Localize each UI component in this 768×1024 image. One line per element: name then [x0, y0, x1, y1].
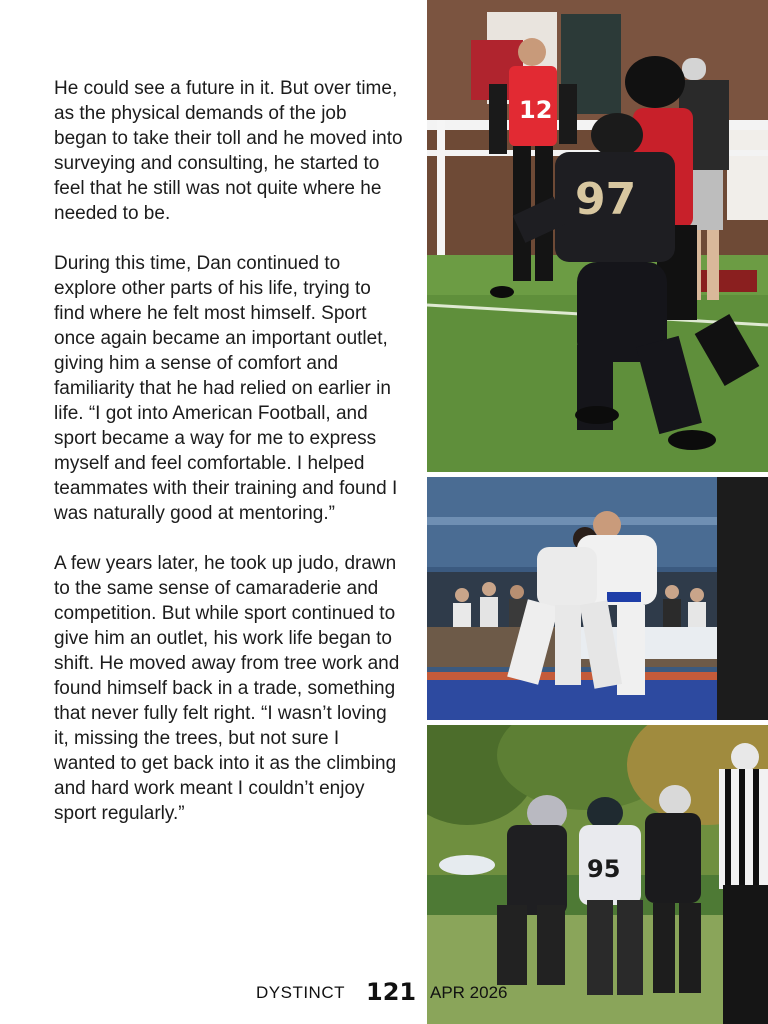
paragraph-3: A few years later, he took up judo, drawn to the same sense of camaraderie and competition. But while sport continued to give him an outlet, his work life began to shift. He moved away from tree work and found himself back in a trade, something that never fully felt right. “I wasn’t loving it, missing the trees, but not sure I wanted to get back into it as the climbing and hard work meant I couldn’t enjoy sport regularly.”: [54, 553, 400, 824]
article-body: [54, 76, 404, 851]
photo-column: [427, 0, 768, 1024]
jersey-number-95: 95: [587, 855, 621, 883]
jersey-number-12: 12: [519, 96, 553, 124]
paragraph-1: He could see a future in it. But over time, as the physical demands of the job began to take their toll and he moved into surveying and consulting, he started to feel that he still was not quite where he needed to be.: [54, 78, 403, 224]
judo-photo: [427, 477, 768, 720]
jersey-number-97: 97: [575, 174, 637, 225]
page-footer: [0, 978, 768, 1008]
paragraph-2: During this time, Dan continued to explore other parts of his life, trying to find where he felt most himself. Sport once again became an important outlet, giving him a sense of comfort and familiarity that he had relied on earlier in life. “I got into American Football, and sport became a way for me to express myself and feel comfortable. I helped teammates with their training and found I was naturally good at mentoring.”: [54, 253, 398, 524]
footer-page-number: 121: [366, 978, 417, 1006]
football-photo-top: [427, 0, 768, 472]
footer-issue-date: APR 2026: [430, 983, 508, 1002]
footer-magazine-name: DYSTINCT: [256, 983, 345, 1002]
